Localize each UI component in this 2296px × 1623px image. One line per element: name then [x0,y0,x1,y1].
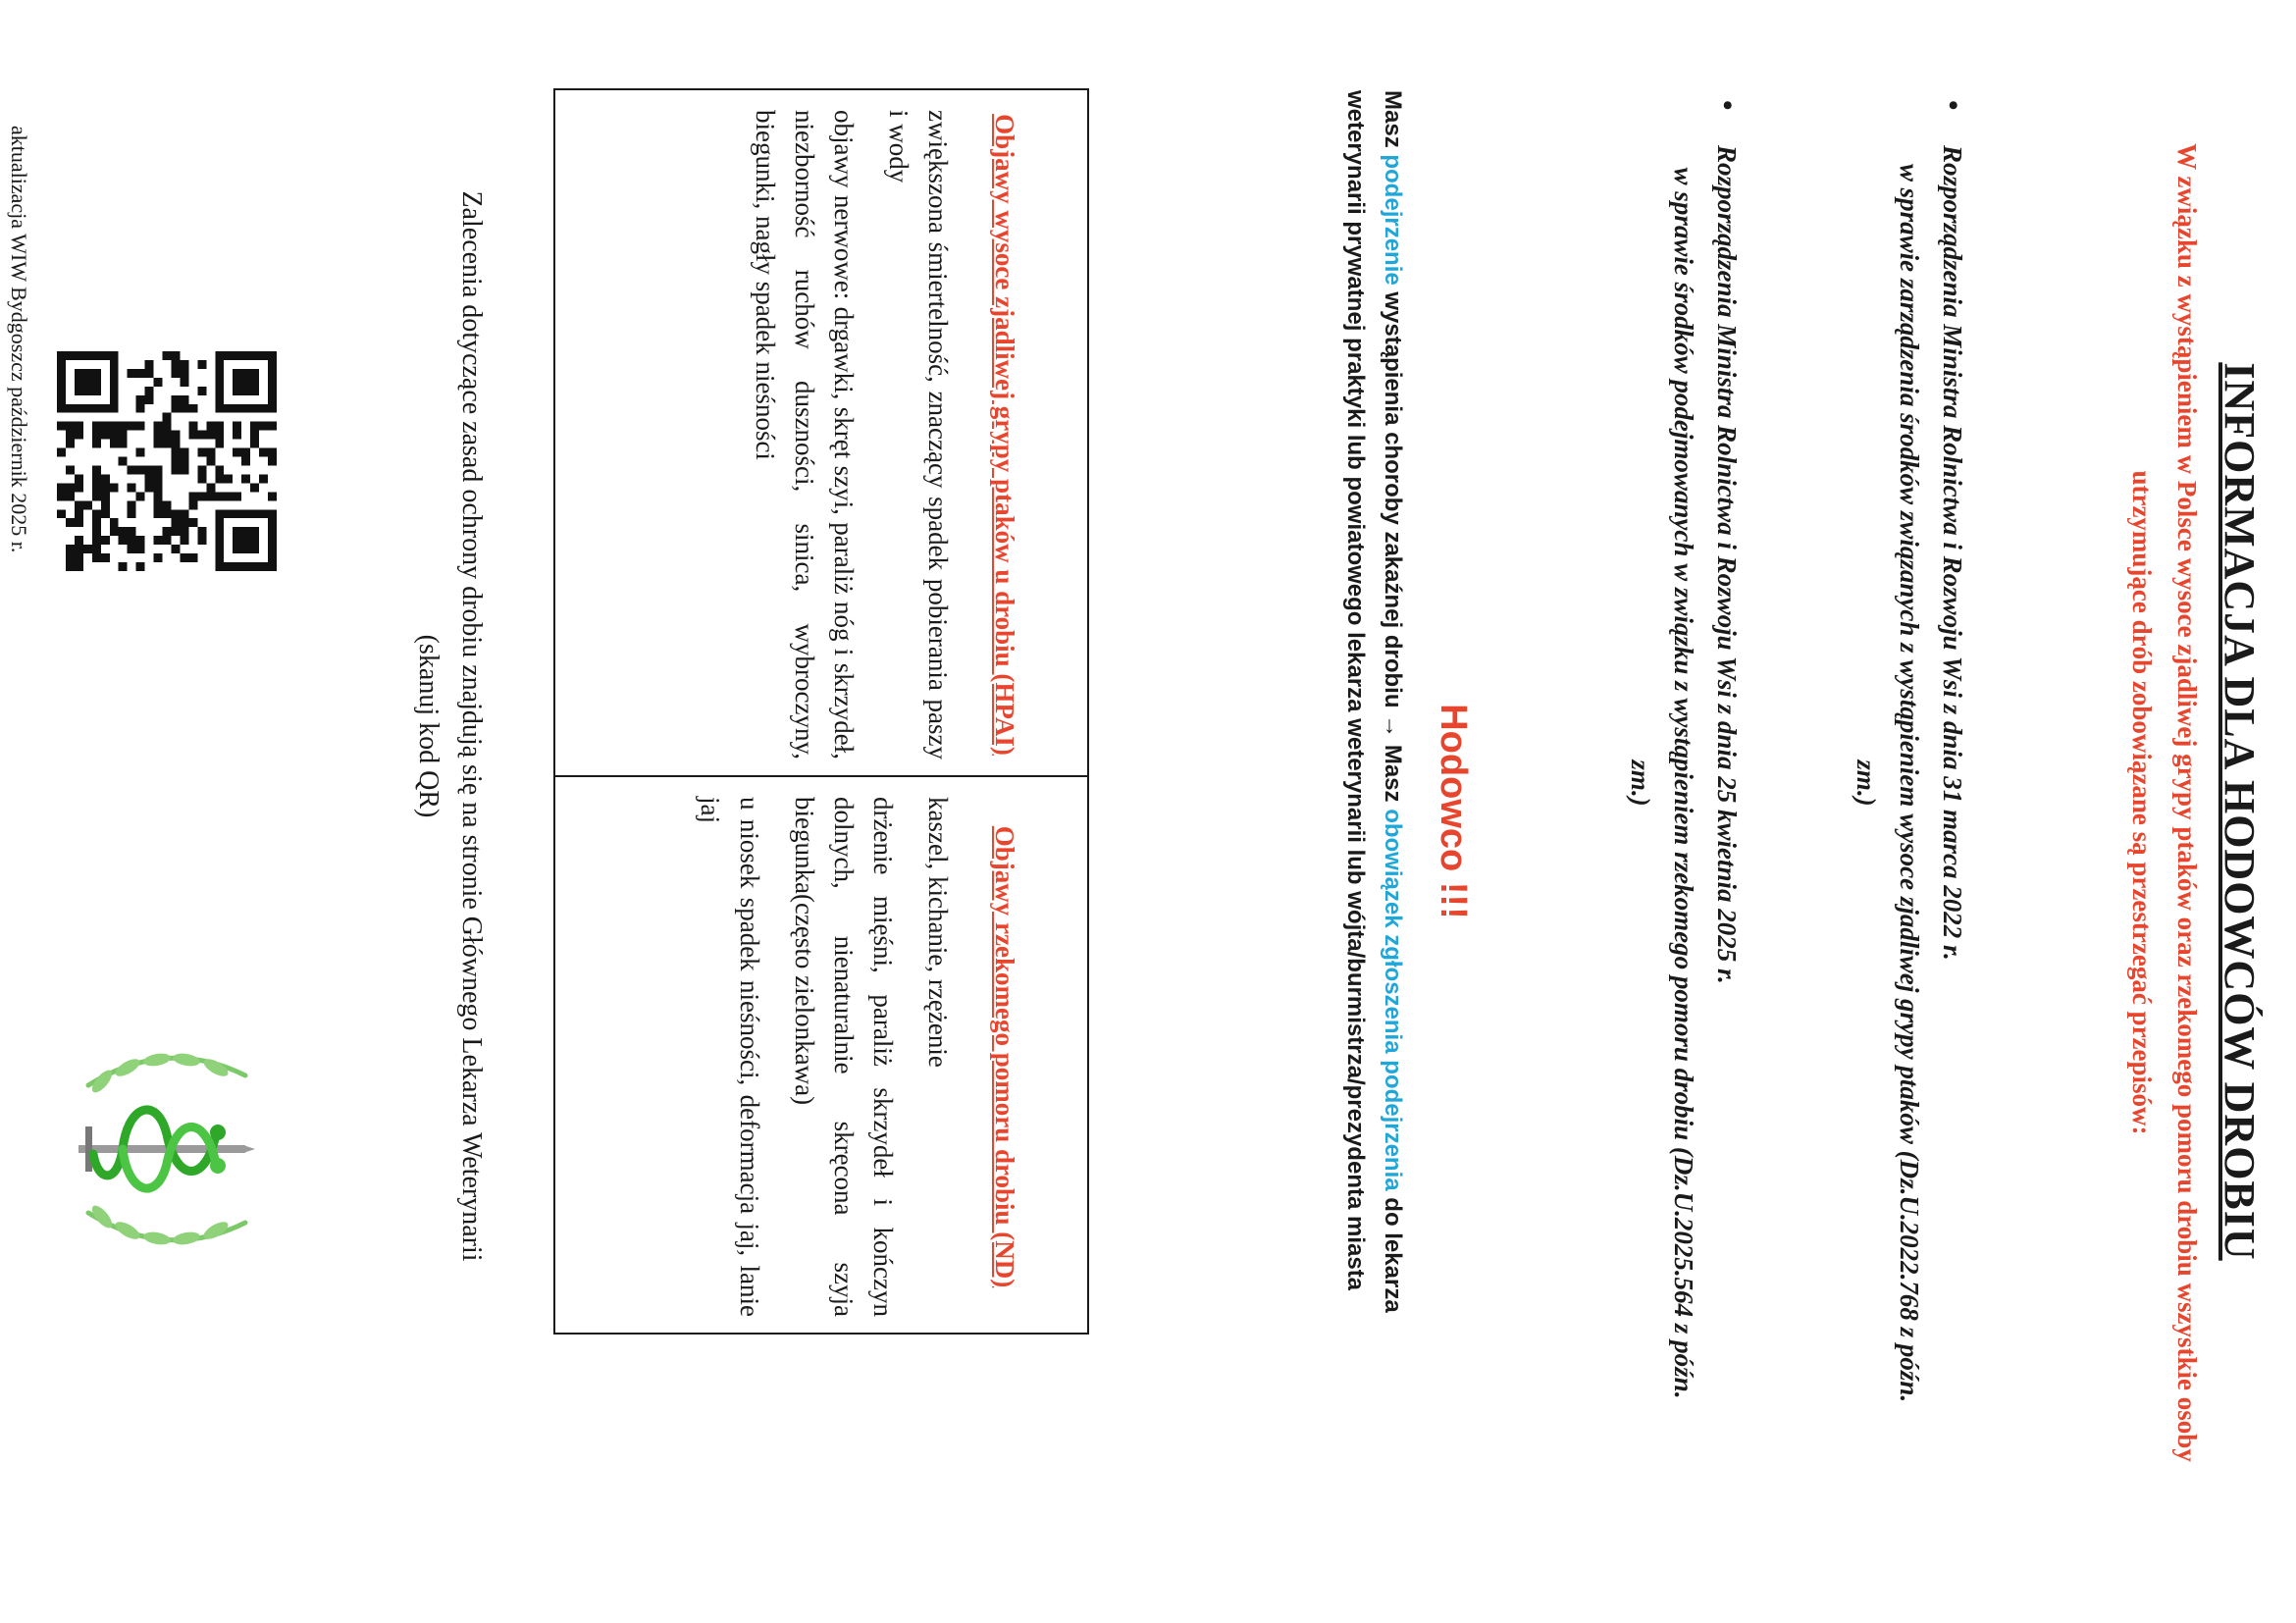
notice-text: Masz [1380,90,1406,155]
nd-column [555,777,1087,1333]
symptoms-table [553,88,1089,1335]
reporting-notice [1336,90,1411,1366]
intro-text: W związku z wystąpieniem w Polsce wysoce zjadliwej grypy ptaków oraz rzekomego pomoru drobiu wszystkie osoby utrzymujące drób zobowiązane są przestrzegać przepisów: [2127,143,2202,1462]
symptom-item: kaszel, kichanie, rzężenie [923,797,953,1068]
regulation-item [1845,100,1974,1421]
hodowco-heading: Hodowco !!! [1433,704,1474,919]
regulation-description: w sprawie zarządzenia środków związanych z wystąpieniem wysoce zjadliwej grypy ptaków (Dz.U.2022.768 z późn. zm.) [1852,163,1924,1403]
notice-highlight: obowiązek zgłoszenia podejrzenia [1380,809,1406,1191]
notice-text: do lekarza weterynarii prywatnej praktyki lub powiatowego lekarza weterynarii lub wójta/burmistrza/prezydenta miasta [1342,90,1406,1313]
veterinary-emblem-icon [49,1017,285,1282]
bullet-icon: • [1711,100,1744,111]
bullet-icon: • [1937,100,1969,111]
hpai-column [555,90,1087,777]
symptom-item: zwiększona śmiertelność, znaczący spadek pobierania paszy i wody [884,110,953,759]
footnote-update: aktualizacja WIW Bydgoszcz październik 2025 r. [7,126,31,553]
nd-header: Objawy rzekomego pomoru drobiu (ND) [990,825,1019,1288]
page-title: INFORMACJA DLA HODOWCÓW DROBIU [2216,362,2264,1261]
recommendation-text: Zalecenia dotyczące zasad ochrony drobiu znajdują się na stronie Głównego Lekarza Weterynarii (skanuj kod QR) [413,190,487,1262]
symptom-item: u niosek spadek nieśności, deformacja jaj, lanie jaj [696,797,764,1317]
symptom-item: drżenie mięśni, paraliż skrzydeł i kończyn dolnych, nienaturalnie skręcona szyja biegunka(często zielonkawa) [790,797,898,1317]
notice-text: wystąpienia choroby zakaźnej drobiu → Masz [1380,285,1406,810]
qr-code-icon[interactable] [57,351,277,571]
regulation-title: Rozporządzenia Ministra Rolnictwa i Rozwoju Wsi z dnia 31 marca 2022 r. [1938,145,1967,961]
regulation-item [1619,100,1748,1421]
notice-highlight: podejrzenie [1380,154,1406,286]
hpai-header: Objawy wysoce zjadliwej grypy ptaków u drobiu (HPAI) [990,114,1019,756]
symptom-item: objawy nerwowe: drgawki, skręt szyi, paraliż nóg i skrzydeł, niezborność ruchów duszności, sinica, wybroczyny, biegunki, nagły spadek nieśności [751,110,859,759]
regulation-description: w sprawie środków podejmowanych w związku z wystąpieniem rzekomego pomoru drobiu (Dz.U.2025.564 z późn. zm.) [1626,167,1698,1399]
regulation-title: Rozporządzenia Ministra Rolnictwa i Rozwoju Wsi z dnia 25 kwietnia 2025 r. [1712,145,1742,984]
